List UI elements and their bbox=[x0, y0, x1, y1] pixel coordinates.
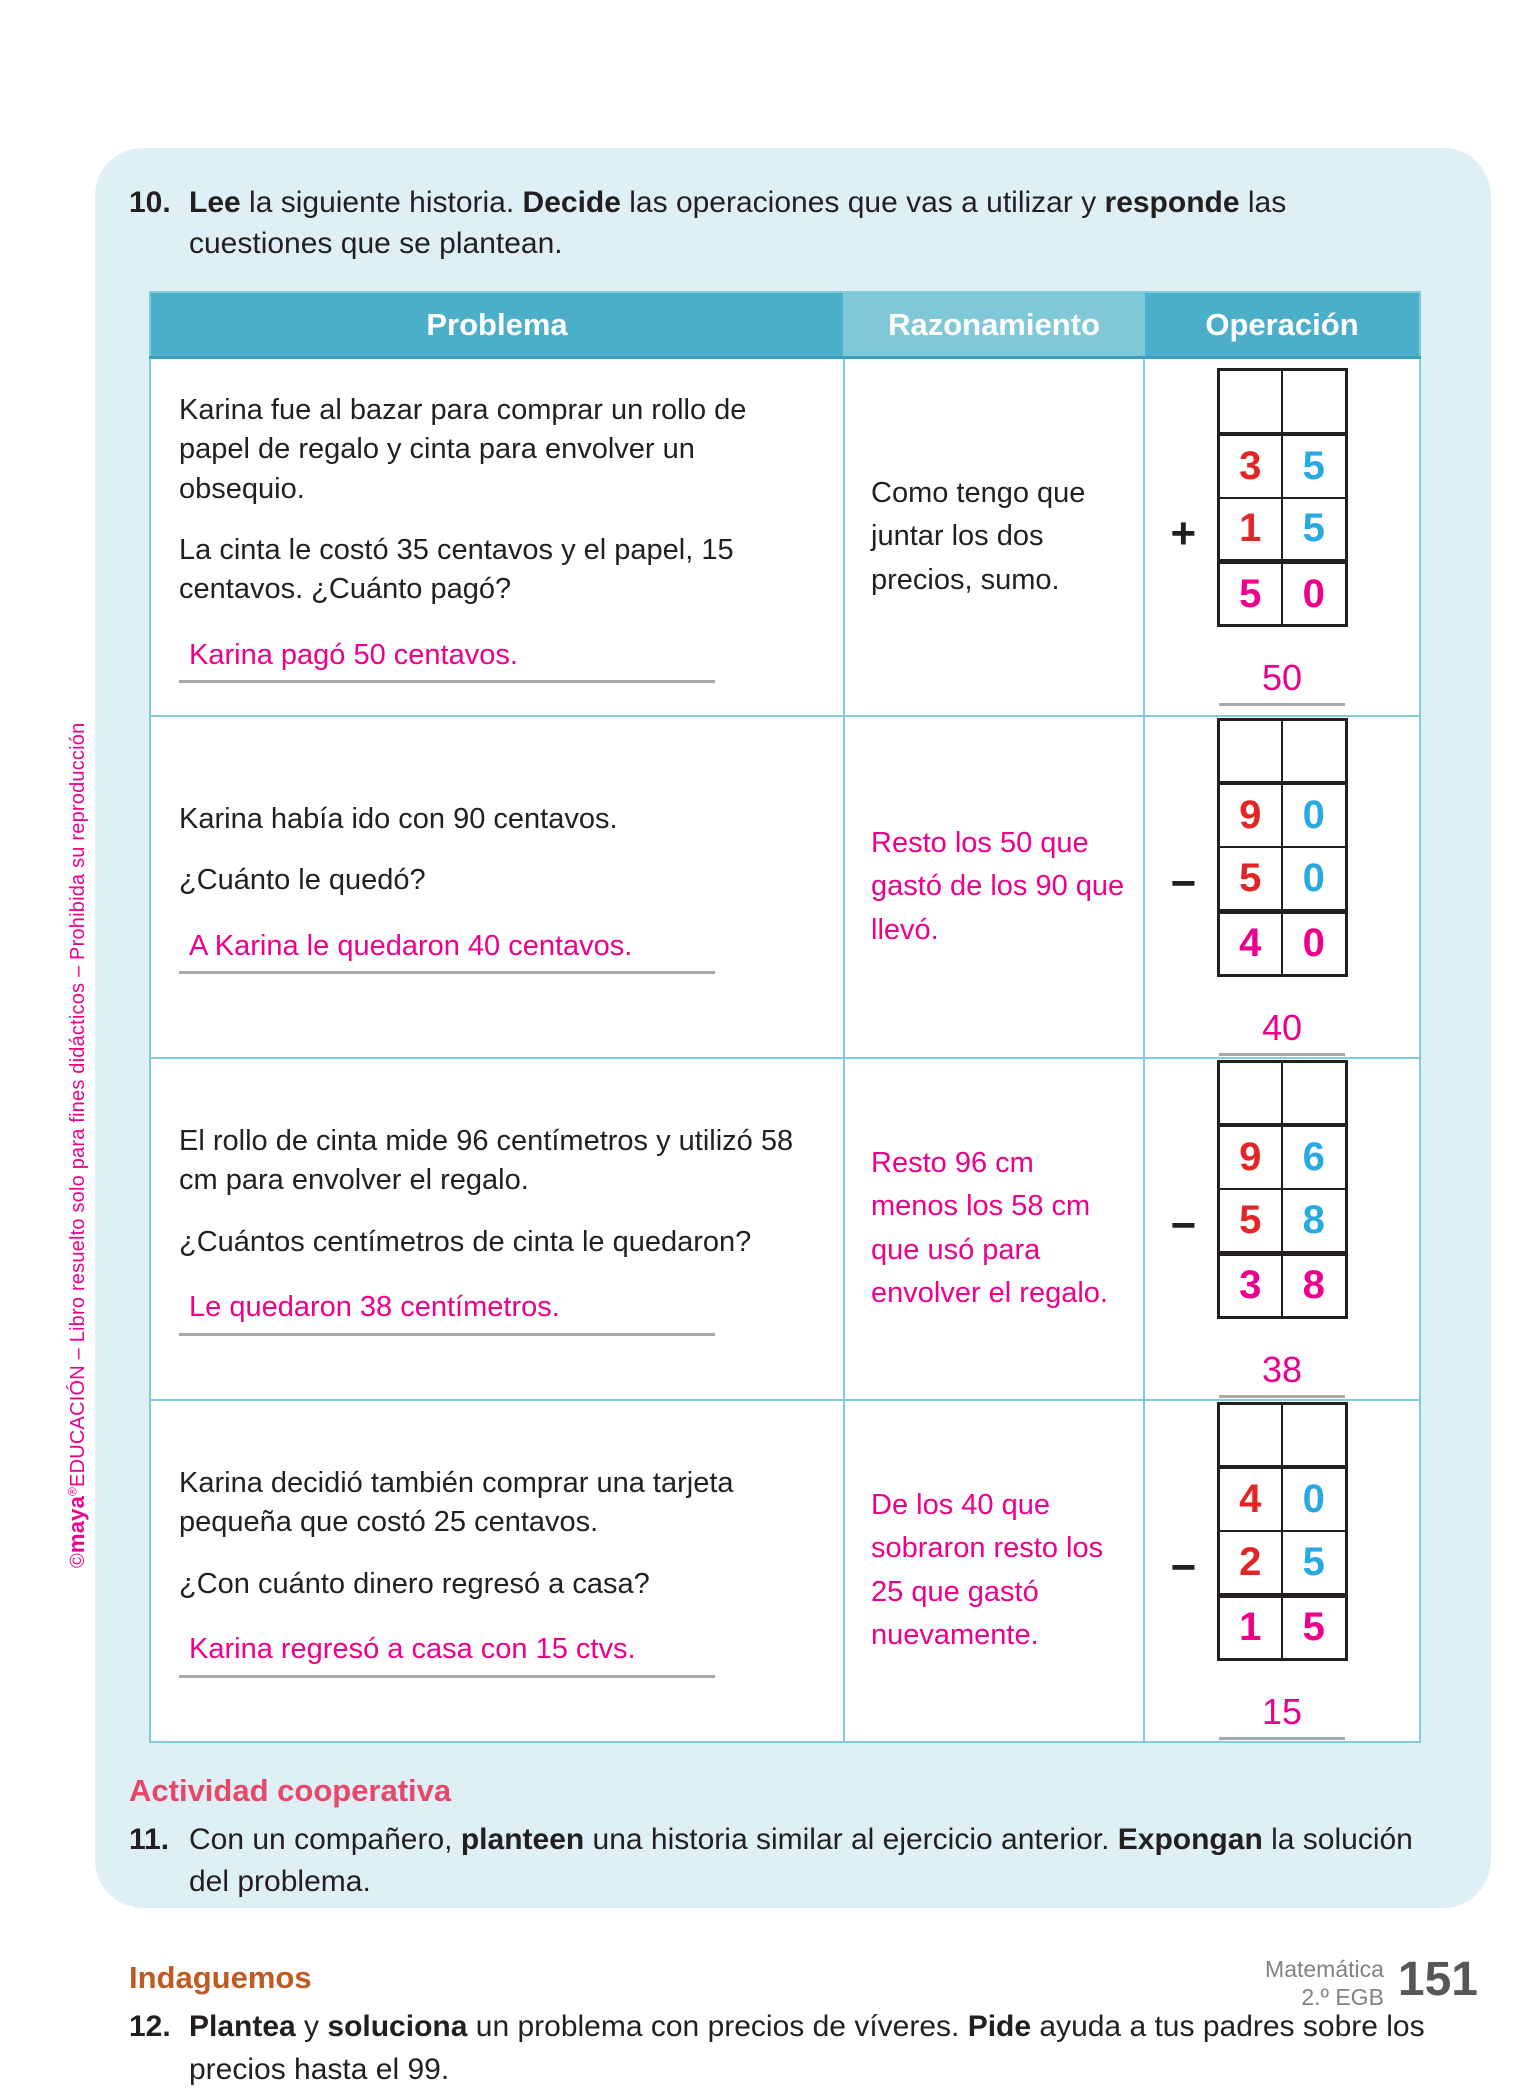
grid-empty-cell bbox=[1218, 1403, 1282, 1467]
table-row bbox=[150, 1400, 1420, 1742]
imprint-text: EDUCACIÓN – Libro resuelto solo para fines didácticos – Prohibida su reproducción bbox=[67, 722, 89, 1487]
grid-empty-cell bbox=[1282, 1403, 1346, 1467]
column-header-razonamiento: Razonamiento bbox=[844, 292, 1144, 358]
minus-sign: − bbox=[1170, 1542, 1197, 1592]
exercise-11-text: Con un compañero, planteen una historia similar al ejercicio anterior. Expongan la solución del problema. bbox=[189, 1822, 1413, 1899]
result-tens: 3 bbox=[1218, 1253, 1282, 1317]
exercise-12-number: 12. bbox=[129, 2009, 171, 2043]
operand1-tens: 9 bbox=[1218, 783, 1282, 847]
publisher-brand: maya bbox=[64, 1495, 89, 1554]
copyright-symbol: © bbox=[67, 1553, 89, 1568]
table-header-row bbox=[150, 292, 1420, 358]
operation-answer-1: 50 bbox=[1219, 657, 1345, 706]
problem-cell-1 bbox=[150, 358, 844, 716]
problem-cell-3 bbox=[150, 1058, 844, 1400]
activity-heading: Actividad cooperativa bbox=[129, 1772, 452, 1808]
reasoning-cell-4: De los 40 que sobraron resto los 25 que gastó nuevamente. bbox=[844, 1400, 1144, 1742]
exercise-11-number: 11. bbox=[129, 1822, 170, 1856]
operation-answer-4: 15 bbox=[1219, 1691, 1345, 1740]
problem-2-answer: A Karina le quedaron 40 centavos. bbox=[179, 927, 715, 974]
copyright-imprint bbox=[64, 723, 90, 1568]
operation-answer-2: 40 bbox=[1219, 1007, 1345, 1056]
minus-sign: − bbox=[1170, 858, 1197, 908]
minus-sign: − bbox=[1170, 1200, 1197, 1250]
operand1-ones: 0 bbox=[1282, 1467, 1346, 1531]
footer-meta bbox=[1265, 1956, 1384, 2011]
inquiry-heading: Indaguemos bbox=[129, 1959, 312, 1995]
operation-answer-3: 38 bbox=[1219, 1349, 1345, 1398]
result-tens: 1 bbox=[1218, 1595, 1282, 1659]
operation-grid-1 bbox=[1217, 368, 1348, 627]
operation-cell-4 bbox=[1144, 1400, 1420, 1742]
problem-4-paragraph-1: Karina decidió también comprar una tarjeta pequeña que costó 25 centavos. bbox=[179, 1466, 734, 1539]
operation-cell-2 bbox=[1144, 716, 1420, 1058]
problem-1-paragraph-2: La cinta le costó 35 centavos y el papel, 15 centavos. ¿Cuánto pagó? bbox=[179, 534, 734, 606]
operation-cell-1 bbox=[1144, 358, 1420, 716]
grid-empty-cell bbox=[1282, 370, 1346, 434]
operand1-ones: 0 bbox=[1282, 783, 1346, 847]
page-footer bbox=[1265, 1952, 1478, 2011]
column-header-operacion: Operación bbox=[1144, 292, 1420, 358]
registered-mark: ® bbox=[65, 1486, 80, 1496]
problem-1-paragraph-1: Karina fue al bazar para comprar un rollo de papel de regalo y cinta para envolver un obsequio. bbox=[179, 393, 747, 505]
footer-subject: Matemática bbox=[1265, 1956, 1384, 1982]
problem-cell-2 bbox=[150, 716, 844, 1058]
operand1-tens: 9 bbox=[1218, 1125, 1282, 1189]
operand1-tens: 4 bbox=[1218, 1467, 1282, 1531]
column-header-problema: Problema bbox=[150, 292, 844, 358]
result-ones: 8 bbox=[1282, 1253, 1346, 1317]
operand2-ones: 8 bbox=[1282, 1189, 1346, 1253]
exercise-10-text: Lee la siguiente historia. Decide las operaciones que vas a utilizar y responde las cuestiones que se plantean. bbox=[189, 186, 1287, 261]
exercise-11 bbox=[129, 1819, 1455, 1904]
operation-grid-4 bbox=[1217, 1402, 1348, 1661]
footer-grade: 2.º EGB bbox=[1301, 1983, 1384, 2010]
problem-3-paragraph-1: El rollo de cinta mide 96 centímetros y utilizó 58 cm para envolver el regalo. bbox=[179, 1124, 794, 1197]
problem-1-answer: Karina pagó 50 centavos. bbox=[179, 636, 715, 683]
table-row bbox=[150, 1058, 1420, 1400]
reasoning-cell-3: Resto 96 cm menos los 58 cm que usó para envolver el regalo. bbox=[844, 1058, 1144, 1400]
table-row bbox=[150, 716, 1420, 1058]
problem-3-paragraph-2: ¿Cuántos centímetros de cinta le quedaron? bbox=[179, 1225, 752, 1258]
problem-4-paragraph-2: ¿Con cuánto dinero regresó a casa? bbox=[179, 1567, 650, 1600]
grid-empty-cell bbox=[1218, 1061, 1282, 1125]
operand2-tens: 5 bbox=[1218, 847, 1282, 911]
result-ones: 5 bbox=[1282, 1595, 1346, 1659]
operand1-ones: 6 bbox=[1282, 1125, 1346, 1189]
result-ones: 0 bbox=[1282, 911, 1346, 975]
exercise-12 bbox=[129, 2006, 1455, 2091]
exercise-12-text: Plantea y soluciona un problema con precios de víveres. Pide ayuda a tus padres sobre los precios hasta el 99. bbox=[189, 2009, 1425, 2086]
exercise-10 bbox=[129, 182, 1455, 265]
reasoning-cell-2: Resto los 50 que gastó de los 90 que llevó. bbox=[844, 716, 1144, 1058]
operand2-tens: 2 bbox=[1218, 1531, 1282, 1595]
operand2-ones: 0 bbox=[1282, 847, 1346, 911]
plus-sign: + bbox=[1170, 509, 1197, 559]
operand1-tens: 3 bbox=[1218, 434, 1282, 498]
result-tens: 5 bbox=[1218, 562, 1282, 626]
problem-2-paragraph-2: ¿Cuánto le quedó? bbox=[179, 864, 426, 897]
problem-3-answer: Le quedaron 38 centímetros. bbox=[179, 1288, 715, 1335]
result-ones: 0 bbox=[1282, 562, 1346, 626]
reasoning-cell-1: Como tengo que juntar los dos precios, sumo. bbox=[844, 358, 1144, 716]
grid-empty-cell bbox=[1282, 1061, 1346, 1125]
grid-empty-cell bbox=[1282, 719, 1346, 783]
operation-grid-3 bbox=[1217, 1060, 1348, 1319]
operation-grid-2 bbox=[1217, 718, 1348, 977]
problem-4-answer: Karina regresó a casa con 15 ctvs. bbox=[179, 1630, 715, 1677]
problems-table bbox=[149, 291, 1421, 1743]
result-tens: 4 bbox=[1218, 911, 1282, 975]
grid-empty-cell bbox=[1218, 370, 1282, 434]
exercise-10-number: 10. bbox=[129, 186, 171, 219]
grid-empty-cell bbox=[1218, 719, 1282, 783]
problem-cell-4 bbox=[150, 1400, 844, 1742]
table-row bbox=[150, 358, 1420, 716]
operation-cell-3 bbox=[1144, 1058, 1420, 1400]
problem-2-paragraph-1: Karina había ido con 90 centavos. bbox=[179, 802, 618, 835]
operand2-tens: 1 bbox=[1218, 498, 1282, 562]
operand2-tens: 5 bbox=[1218, 1189, 1282, 1253]
page-number: 151 bbox=[1397, 1953, 1478, 2006]
operand2-ones: 5 bbox=[1282, 498, 1346, 562]
operand2-ones: 5 bbox=[1282, 1531, 1346, 1595]
operand1-ones: 5 bbox=[1282, 434, 1346, 498]
